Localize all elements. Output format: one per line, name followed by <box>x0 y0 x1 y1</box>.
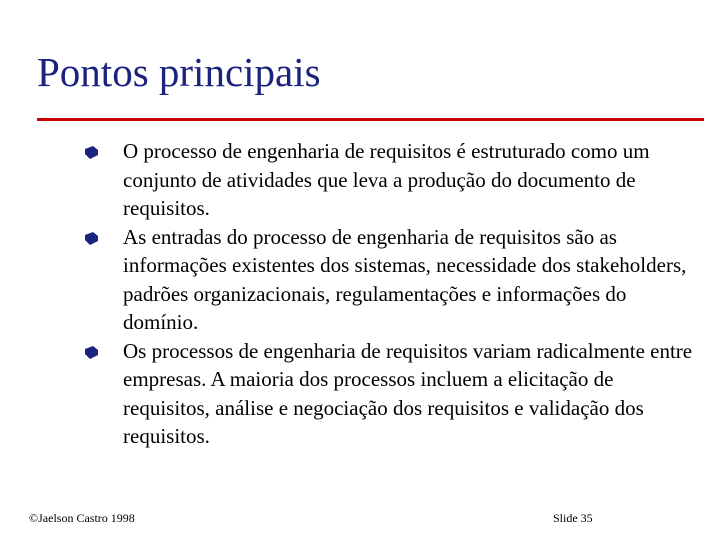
bullet-item <box>85 337 695 451</box>
bullet-item <box>85 223 695 337</box>
slide-title: Pontos principais <box>37 49 321 95</box>
bullet-text: O processo de engenharia de requisitos é estruturado como um conjunto de atividades que leva a produção do documento de requisitos. <box>123 139 650 220</box>
bullet-list <box>85 137 695 451</box>
diamond-bullet-icon <box>85 346 98 359</box>
footer-slide-number: Slide 35 <box>553 511 593 525</box>
bullet-text: As entradas do processo de engenharia de requisitos são as informações existentes dos sistemas, necessidade dos stakeholders, padrões organizacionais, regulamentações e informações do domínio. <box>123 224 687 334</box>
title-divider <box>37 118 704 121</box>
bullet-item <box>85 137 695 223</box>
bullet-text: Os processos de engenharia de requisitos variam radicalmente entre empresas. A maioria dos processos incluem a elicitação de requisitos, análise e negociação dos requisitos e validação dos requisitos. <box>123 338 693 448</box>
diamond-bullet-icon <box>85 232 98 245</box>
footer-copyright: ©Jaelson Castro 1998 <box>29 511 135 525</box>
diamond-bullet-icon <box>85 146 98 159</box>
